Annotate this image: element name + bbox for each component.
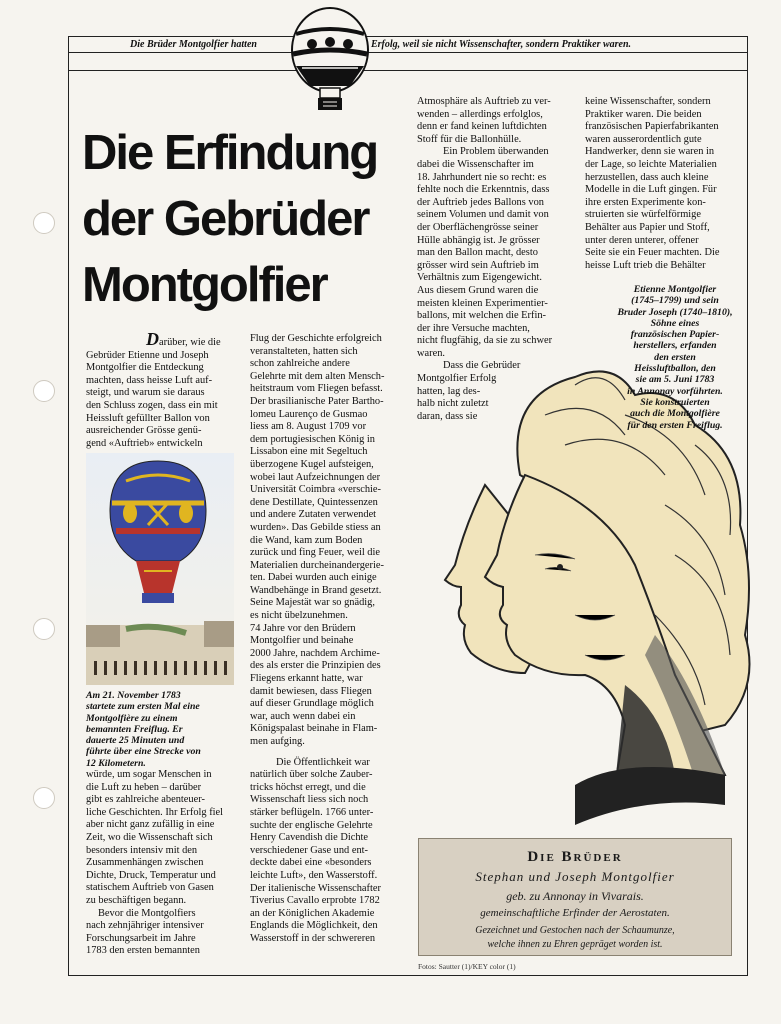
- text-line: schon zahlreiche andere: [250, 358, 350, 370]
- text-line: seinem Volumen und damit von: [417, 209, 549, 221]
- text-line: liess am 8. August 1709 vor: [250, 421, 367, 433]
- caption-line: startete zum ersten Mal eine: [86, 701, 200, 713]
- caption-line: für den ersten Freiflug.: [627, 419, 723, 431]
- text-line: Hülle abhängig ist. Je grösser: [417, 234, 540, 246]
- caption-line: dauerte 25 Minuten und: [86, 735, 185, 747]
- text-line: struierten sie würfelförmige: [585, 209, 701, 221]
- text-line: Englands die Möglichkeit, den: [250, 920, 378, 932]
- text-line: 18. Jahrhundert nie so recht: es: [417, 171, 547, 183]
- plaque-line: Stephan und Joseph Montgolfier: [475, 869, 675, 884]
- text-line: an der Königlichen Akademie: [250, 907, 375, 919]
- text-line: den Schluss zogen, dass ein mit: [86, 399, 218, 411]
- text-line: die Luft zu heben – darüber: [86, 781, 202, 793]
- text-line: daran, dass sie: [417, 410, 478, 422]
- text-line: Universität Coimbra «verschie-: [250, 484, 381, 496]
- text-line: 2000 Jahre, nachdem Archime-: [250, 647, 380, 659]
- binder-hole: [33, 787, 55, 809]
- text-line: fehlte noch die Erkenntnis, dass: [417, 184, 550, 196]
- text-line: Ein Problem überwanden: [443, 146, 549, 158]
- text-line: ausreichender Grösse genü-: [86, 425, 202, 437]
- text-line: damit bewiesen, dass Fliegen: [250, 685, 372, 697]
- text-line: Verhältnis zum Eigengewicht.: [417, 272, 542, 284]
- text-line: dabei die Wissenschafter im: [417, 158, 534, 170]
- text-line: Atmosphäre als Auftrieb zu ver-: [417, 96, 551, 107]
- column2: [250, 333, 402, 946]
- text-line: der Auftrieb jedes Ballons von: [417, 196, 544, 208]
- text-line: überzogene Kugel aufsteigen,: [250, 458, 374, 470]
- text-line: Flug der Geschichte erfolgreich: [250, 333, 382, 344]
- caption-line: 12 Kilometern.: [86, 757, 146, 769]
- text-line: natürlich über solche Zauber-: [250, 769, 373, 781]
- caption-line: bemannten Freiflug. Er: [86, 723, 183, 735]
- plaque-line: geb. zu Annonay in Vivarais.: [506, 889, 644, 903]
- text-line: würde, um sogar Menschen in: [86, 769, 212, 780]
- text-line: Gelehrte mit dem alten Mensch-: [250, 370, 385, 382]
- text-line: Königspalast beinahe in Flam-: [250, 723, 378, 735]
- caption-line: Etienne Montgolfier: [633, 284, 717, 295]
- text-line: gibt es zahlreiche abenteuer-: [86, 794, 205, 806]
- text-line: Bevor die Montgolfiers: [98, 907, 196, 919]
- text-line: Die Öffentlichkeit war: [276, 756, 370, 768]
- binder-hole: [33, 618, 55, 640]
- text-line: statischem Auftrieb von Gasen: [86, 882, 214, 894]
- caption-line: Heissluftballon, den: [634, 363, 716, 375]
- text-line: ihre ersten Experimente kon-: [585, 196, 706, 208]
- text-line: Materialien durcheinandergerie-: [250, 559, 384, 571]
- caption-line: in Annonay vorführten.: [627, 385, 723, 397]
- caption-line: führte über eine Strecke von: [86, 746, 201, 758]
- text-line: nicht flugfähig, da sie zu schwer: [417, 335, 553, 347]
- text-line: veranstalteten, hatten sich: [250, 345, 358, 357]
- title-line-3: Montgolfier: [82, 258, 327, 312]
- column1-top: [86, 329, 236, 450]
- text-line: Zusammenhängen zwischen: [86, 857, 204, 869]
- text-line: Zeit, wo die Wissenschaft sich: [86, 831, 213, 843]
- text-line: Aus diesem Grund waren die: [417, 284, 539, 296]
- engraved-plaque: [418, 838, 732, 956]
- text-line: denn er fand keinen luftdichten: [417, 121, 547, 133]
- text-line: der Oberflächengrösse seiner: [417, 221, 539, 233]
- text-line: französischen Papierfabrikanten: [585, 121, 719, 133]
- text-line: die Wand, kam zum Boden: [250, 534, 363, 546]
- text-line: zu beschäftigen begann.: [86, 894, 187, 906]
- text-line: Dichte, Druck, Temperatur und: [86, 869, 216, 881]
- text-line: tricks höchst erregt, und die: [250, 781, 366, 793]
- plaque-line: gemeinschaftliche Erfinder der Aerostaten.: [480, 907, 670, 919]
- text-line: 1783 den ersten bemannten: [86, 945, 200, 957]
- text-line: Wasserstoff in der schwereren: [250, 932, 376, 944]
- caption-line: Montgolfière zu einem: [86, 712, 178, 724]
- binder-hole: [33, 380, 55, 402]
- text-line: Seite sie ein Feuer machten. Die: [585, 247, 720, 259]
- text-line: Montgolfier und beinahe: [250, 635, 354, 647]
- text-line: wobei laut Aufzeichnungen der: [250, 471, 381, 483]
- text-line: Der brasilianische Pater Bartho-: [250, 395, 384, 407]
- text-line: wenden – allerdings erfolglos,: [417, 108, 543, 120]
- text-line: besonders intensiv mit den: [86, 844, 198, 856]
- text-line: war, auch wenn dabei ein: [250, 710, 356, 722]
- text-line: machten, dass heisse Luft auf-: [86, 374, 213, 386]
- text-line: 74 Jahre vor den Brüdern: [250, 622, 356, 634]
- text-line: gend «Auftrieb» entwickeln: [86, 437, 203, 449]
- photo-credits: Fotos: Sautter (1)/KEY color (1): [418, 962, 516, 971]
- text-line: ballons, mit welchen die Erfin-: [417, 310, 546, 322]
- text-line: unter deren unterer, offener: [585, 234, 699, 246]
- text-line: Modelle in die Luft gingen. Für: [585, 184, 717, 196]
- portrait-caption: [600, 284, 750, 431]
- text-line: es nicht übelzunehmen.: [250, 610, 348, 622]
- text-line: grösser wird sein Auftrieb im: [417, 259, 539, 271]
- page-title: [82, 120, 412, 318]
- plaque-line: Gezeichnet und Gestochen nach der Schaumunze,: [475, 925, 675, 936]
- text-line: Henry Cavendish die Dichte: [250, 832, 369, 844]
- text-line: waren.: [417, 347, 445, 359]
- drop-cap: D: [146, 329, 159, 349]
- text-line: ten. Dabei wurden auch einige: [250, 572, 377, 584]
- text-line: Tiverius Cavallo erprobte 1782: [250, 895, 380, 907]
- text-line: halb nicht zuletzt: [417, 398, 489, 410]
- caption-line: Am 21. November 1783: [86, 690, 181, 701]
- text-line: Behälter aus Papier und Stoff,: [585, 221, 710, 233]
- text-line: herzustellen, dass auch kleine: [585, 171, 709, 183]
- text-line: deckte dabei eine «besonders: [250, 857, 372, 869]
- text-line: Seine Majestät war so gnädig,: [250, 597, 375, 609]
- text-line: Heissluft gefüllter Ballon von: [86, 412, 210, 424]
- text-line: aber nicht ganz zufällig in eine: [86, 819, 215, 831]
- text-line: und andere Zutaten verwendet: [250, 509, 377, 521]
- caption-line: herstellers, erfanden: [633, 340, 717, 352]
- header-right-text: Erfolg, weil sie nicht Wissenschafter, sondern Praktiker waren.: [371, 39, 632, 50]
- caption-line: auch die Montgolfière: [630, 408, 720, 420]
- text-line: der Lage, so leichte Materialien: [585, 158, 717, 170]
- title-line-1: Die Erfindung: [82, 126, 378, 180]
- plaque-line: Die Brüder: [527, 849, 623, 865]
- text-line: men aufging.: [250, 736, 305, 747]
- caption-line: Söhne eines: [650, 317, 700, 329]
- text-line: Gebrüder Etienne und Joseph: [86, 349, 209, 361]
- text-line: Montgolfier die Entdeckung: [86, 362, 204, 374]
- binder-hole: [33, 212, 55, 234]
- text-line: dene Destillate, Quintessenzen: [250, 496, 378, 508]
- text-line: lomeu Laurenço de Gusmao: [250, 408, 368, 420]
- text-line: Wissenschaft liess sich noch: [250, 794, 369, 806]
- column1-bottom: [86, 769, 236, 958]
- text-line: dem portugiesischen König in: [250, 433, 375, 445]
- header-left-text: Die Brüder Montgolfier hatten: [130, 39, 257, 50]
- text-line: heitstraum vom Fliegen befasst.: [250, 383, 383, 395]
- text-line: Montgolfier Erfolg: [417, 373, 497, 385]
- text-line: Forschungsarbeit im Jahre: [86, 932, 196, 944]
- text-line: Fliegens erkannt hatte, war: [250, 673, 363, 685]
- text-line: arüber, wie die: [159, 337, 221, 348]
- caption-line: (1745–1799) und sein: [631, 295, 719, 307]
- text-line: wurden». Das Gebilde stiess an: [250, 521, 381, 533]
- text-line: Handwerker, denn sie waren in: [585, 146, 715, 158]
- caption-line: Sie konstruierten: [640, 396, 710, 408]
- text-line: der ihre Versuche machten,: [417, 322, 530, 334]
- column4: [585, 96, 745, 272]
- header-rule: [68, 70, 748, 71]
- text-line: Wandbehänge in Brand gesetzt.: [250, 584, 382, 596]
- text-line: des als erster die Prinzipien des: [250, 660, 381, 672]
- caption-line: den ersten: [654, 351, 696, 363]
- text-line: steigt, und warum sie daraus: [86, 387, 205, 399]
- text-line: zurück und fing Feuer, weil die: [250, 547, 381, 559]
- balloon-photo: [86, 453, 234, 685]
- text-line: nach zehnjähriger intensiver: [86, 920, 204, 932]
- caption-line: sie am 5. Juni 1783: [635, 374, 715, 386]
- text-line: auf dieser Grundlage möglich: [250, 698, 374, 710]
- title-line-2: der Gebrüder: [82, 192, 369, 246]
- balloon-icon: [290, 6, 370, 114]
- text-line: leichte Luft», den Wasserstoff.: [250, 869, 378, 881]
- text-line: Dass die Gebrüder: [443, 360, 521, 372]
- text-line: meisten kleinen Experimentier-: [417, 297, 548, 309]
- text-line: liche Geschichten. Ihr Erfolg fiel: [86, 806, 224, 818]
- balloon-photo-caption: [86, 690, 236, 769]
- text-line: Der italienische Wissenschafter: [250, 882, 381, 894]
- text-line: hatten, lag des-: [417, 385, 481, 397]
- text-line: Praktiker waren. Die beiden: [585, 108, 702, 120]
- plaque-line: welche ihnen zu Ehren gepräget worden ist.: [487, 939, 663, 950]
- text-line: Lissabon eine mit Segeltuch: [250, 446, 368, 458]
- text-line: Stoff für die Ballonhülle.: [417, 133, 522, 145]
- text-line: heisse Luft trieb die Behälter: [585, 259, 706, 271]
- text-line: man den Ballon macht, desto: [417, 247, 538, 259]
- text-line: stärker beflügeln. 1766 unter-: [250, 806, 374, 818]
- caption-line: Bruder Joseph (1740–1810),: [617, 306, 733, 318]
- text-line: verschiedener Gase und ent-: [250, 844, 368, 856]
- text-line: keine Wissenschafter, sondern: [585, 96, 711, 107]
- text-line: waren ausserordentlich gute: [585, 133, 702, 145]
- caption-line: französischen Papier-: [630, 329, 720, 341]
- text-line: suchte der englische Gelehrte: [250, 819, 373, 831]
